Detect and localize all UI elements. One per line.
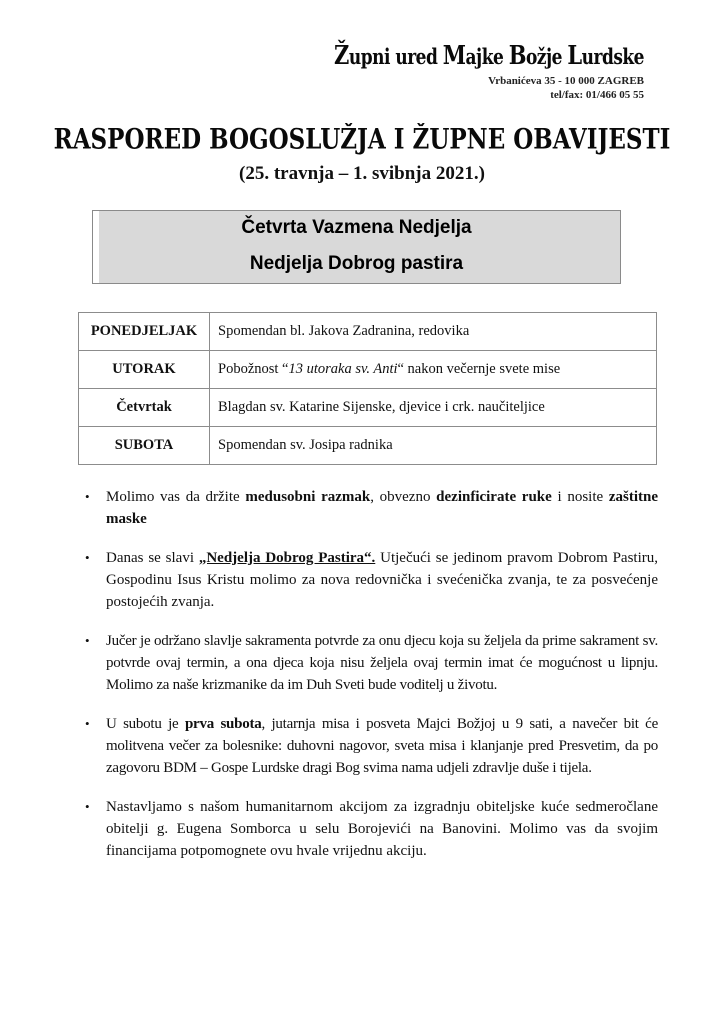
schedule-event: Spomendan sv. Josipa radnika [210, 427, 657, 465]
notice-hygiene: • Molimo vas da držite medusobni razmak, obvezno dezinficirate ruke i nosite zaštitne maske [80, 486, 658, 530]
schedule-event: Spomendan bl. Jakova Zadranina, redovika [210, 313, 657, 351]
parish-phone: tel/fax: 01/466 05 55 [550, 89, 644, 101]
notices-list [80, 486, 658, 862]
schedule-day: SUBOTA [79, 427, 210, 465]
sunday-title-box [92, 210, 621, 284]
schedule-event: Blagdan sv. Katarine Sijenske, djevice i crk. naučiteljice [210, 389, 657, 427]
table-row [79, 313, 657, 351]
date-range: (25. travnja – 1. svibnja 2021.) [239, 163, 485, 184]
schedule-day: Četvrtak [79, 389, 210, 427]
table-row [79, 351, 657, 389]
sunday-name: Četvrta Vazmena Nedjelja [241, 217, 472, 238]
bullet-icon: • [85, 633, 90, 648]
letterhead [334, 38, 644, 102]
parish-address: Vrbanićeva 35 - 10 000 ZAGREB [488, 75, 644, 87]
bullet-icon: • [85, 550, 90, 565]
bullet-icon: • [85, 799, 90, 814]
notice-humanitarian: • Nastavljamo s našom humanitarnom akcijom za izgradnju obiteljske kuće sedmeročlane obitelji g. Eugena Somborca u selu Borojevići na Banovini. Molimo vas da svojim financijama potpomognete ovu hvale vrijednu akciju. [80, 796, 658, 862]
notice-confirmation: • Jučer je održano slavlje sakramenta potvrde za onu djecu koja su željela da prime sakrament sv. potvrde ovaj termin, a ona djeca koja nisu željela ovaj termin imat će mogućnost u lipnju. Molimo za naše krizmanike da im Duh Sveti bude voditelj u životu. [80, 630, 658, 696]
schedule-day: UTORAK [79, 351, 210, 389]
notice-first-saturday: • U subotu je prva subota, jutarnja misa i posveta Majci Božjoj u 9 sati, a navečer bit će molitvena večer za bolesnike: duhovni nagovor, sveta misa i klanjanje pred Presvetim, da po zagovoru BDM – Gospe Lurdske dragi Bog svima nama udjeli zdravlje duše i tijela. [80, 713, 658, 779]
page-title: RASPORED BOGOSLUŽJA I ŽUPNE OBAVIJESTI [53, 123, 671, 156]
parish-name: Župni ured Majke Božje Lurdske [334, 38, 644, 70]
bullet-icon: • [85, 489, 90, 504]
sunday-subtitle: Nedjelja Dobrog pastira [249, 253, 464, 274]
notice-good-shepherd: • Danas se slavi „Nedjelja Dobrog Pastira“. Utječući se jedinom pravom Dobrom Pastiru, Gospodinu Isus Kristu molimo za nova redovnička i svećenička zvanja, te za posvećenje postojećih zvanja. [80, 547, 658, 613]
table-row [79, 389, 657, 427]
schedule-event: Pobožnost “13 utoraka sv. Anti“ nakon večernje svete mise [210, 351, 657, 389]
schedule-table [78, 312, 657, 465]
bullet-icon: • [85, 716, 90, 731]
schedule-day: PONEDJELJAK [79, 313, 210, 351]
table-row [79, 427, 657, 465]
